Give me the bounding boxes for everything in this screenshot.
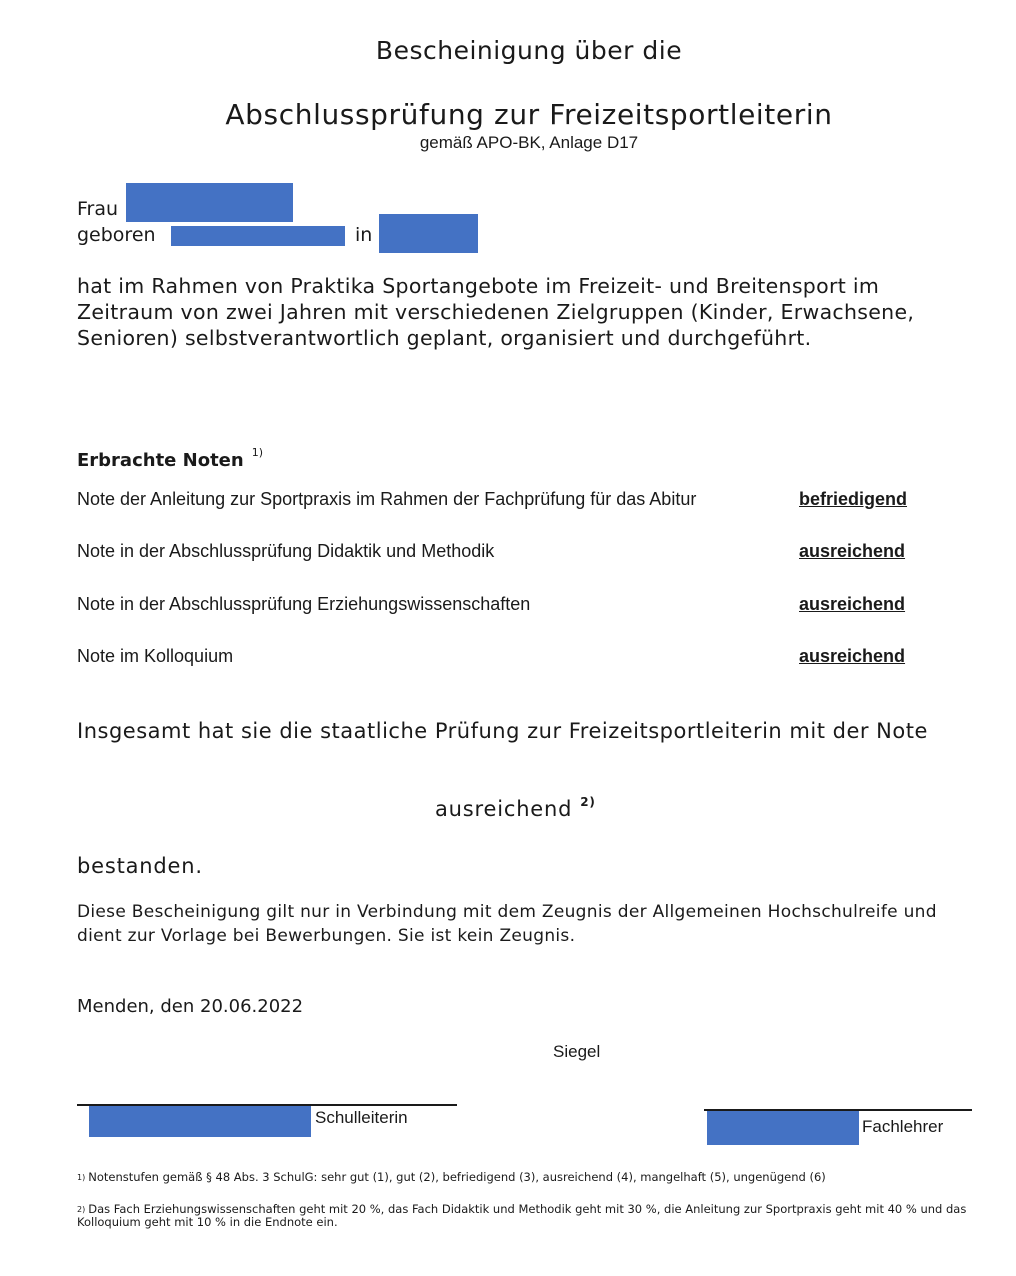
seal-label: Siegel xyxy=(553,1042,601,1061)
summary-paragraph: Insgesamt hat sie die staatliche Prüfung zur Freizeitsportleiterin mit der Note xyxy=(77,719,928,743)
born-label: geboren xyxy=(77,224,156,246)
document-title: Abschlussprüfung zur Freizeitsportleiterin xyxy=(225,98,833,131)
footnote-2 xyxy=(77,1203,967,1229)
grade-value-erziehungswissenschaften: ausreichend xyxy=(799,594,906,614)
place-date: Menden, den 20.06.2022 xyxy=(77,996,304,1017)
footnote-ref-2: 2) xyxy=(580,795,596,809)
footnote-1 xyxy=(77,1171,967,1184)
final-grade-value: ausreichend xyxy=(435,797,573,821)
teacher-label: Fachlehrer xyxy=(862,1117,944,1136)
grade-value-sportpraxis: befriedigend xyxy=(799,489,908,509)
validity-note: Diese Bescheinigung gilt nur in Verbindung mit dem Zeugnis der Allgemeinen Hochschulreife und dient zur Vorlage bei Bewerbungen. Sie ist kein Zeugnis. xyxy=(77,902,937,946)
grade-value-kolloquium: ausreichend xyxy=(799,646,906,666)
grade-label-sportpraxis: Note der Anleitung zur Sportpraxis im Rahmen der Fachprüfung für das Abitur xyxy=(77,489,697,509)
grade-value-didaktik: ausreichend xyxy=(799,541,906,561)
footnote-ref-1: 1) xyxy=(251,446,263,459)
redacted-principal-name xyxy=(89,1106,311,1137)
salutation: Frau xyxy=(77,198,119,220)
grades-heading xyxy=(77,446,263,471)
passed-text: bestanden. xyxy=(77,854,203,878)
footnote-2-mark: 2) xyxy=(77,1205,86,1214)
footnote-2-text: Das Fach Erziehungswissenschaften geht mit 20 %, das Fach Didaktik und Methodik geht mit 30 %, die Anleitung zur Sportpraxis geht mit 40 % und das Kolloquium geht mit 10 % in die Endnote ein. xyxy=(77,1202,967,1229)
redacted-teacher-name xyxy=(707,1111,859,1145)
principal-label: Schulleiterin xyxy=(315,1108,408,1127)
document-pretitle: Bescheinigung über die xyxy=(375,36,683,65)
intro-paragraph: hat im Rahmen von Praktika Sportangebote im Freizeit- und Breitensport im Zeitraum von zwei Jahren mit verschiedenen Zielgruppen (Kinder, Erwachsene, Senioren) selbstverantwortlich geplant, organisiert und durchgeführt. xyxy=(77,274,915,350)
redacted-name xyxy=(126,183,293,222)
grades-heading-text: Erbrachte Noten xyxy=(77,450,244,471)
document-subtitle: gemäß APO-BK, Anlage D17 xyxy=(419,133,639,152)
grade-label-kolloquium: Note im Kolloquium xyxy=(77,646,234,666)
grade-label-didaktik: Note in der Abschlussprüfung Didaktik und Methodik xyxy=(77,541,495,561)
redacted-birthdate xyxy=(171,226,345,246)
footnote-1-text: Notenstufen gemäß § 48 Abs. 3 SchulG: sehr gut (1), gut (2), befriedigend (3), ausreichend (4), mangelhaft (5), ungenügend (6) xyxy=(88,1170,826,1184)
footnote-1-mark: 1) xyxy=(77,1173,86,1182)
redacted-birthplace xyxy=(379,214,478,253)
final-grade xyxy=(435,797,596,821)
grade-label-erziehungswissenschaften: Note in der Abschlussprüfung Erziehungswissenschaften xyxy=(77,594,531,614)
in-label: in xyxy=(355,224,373,246)
